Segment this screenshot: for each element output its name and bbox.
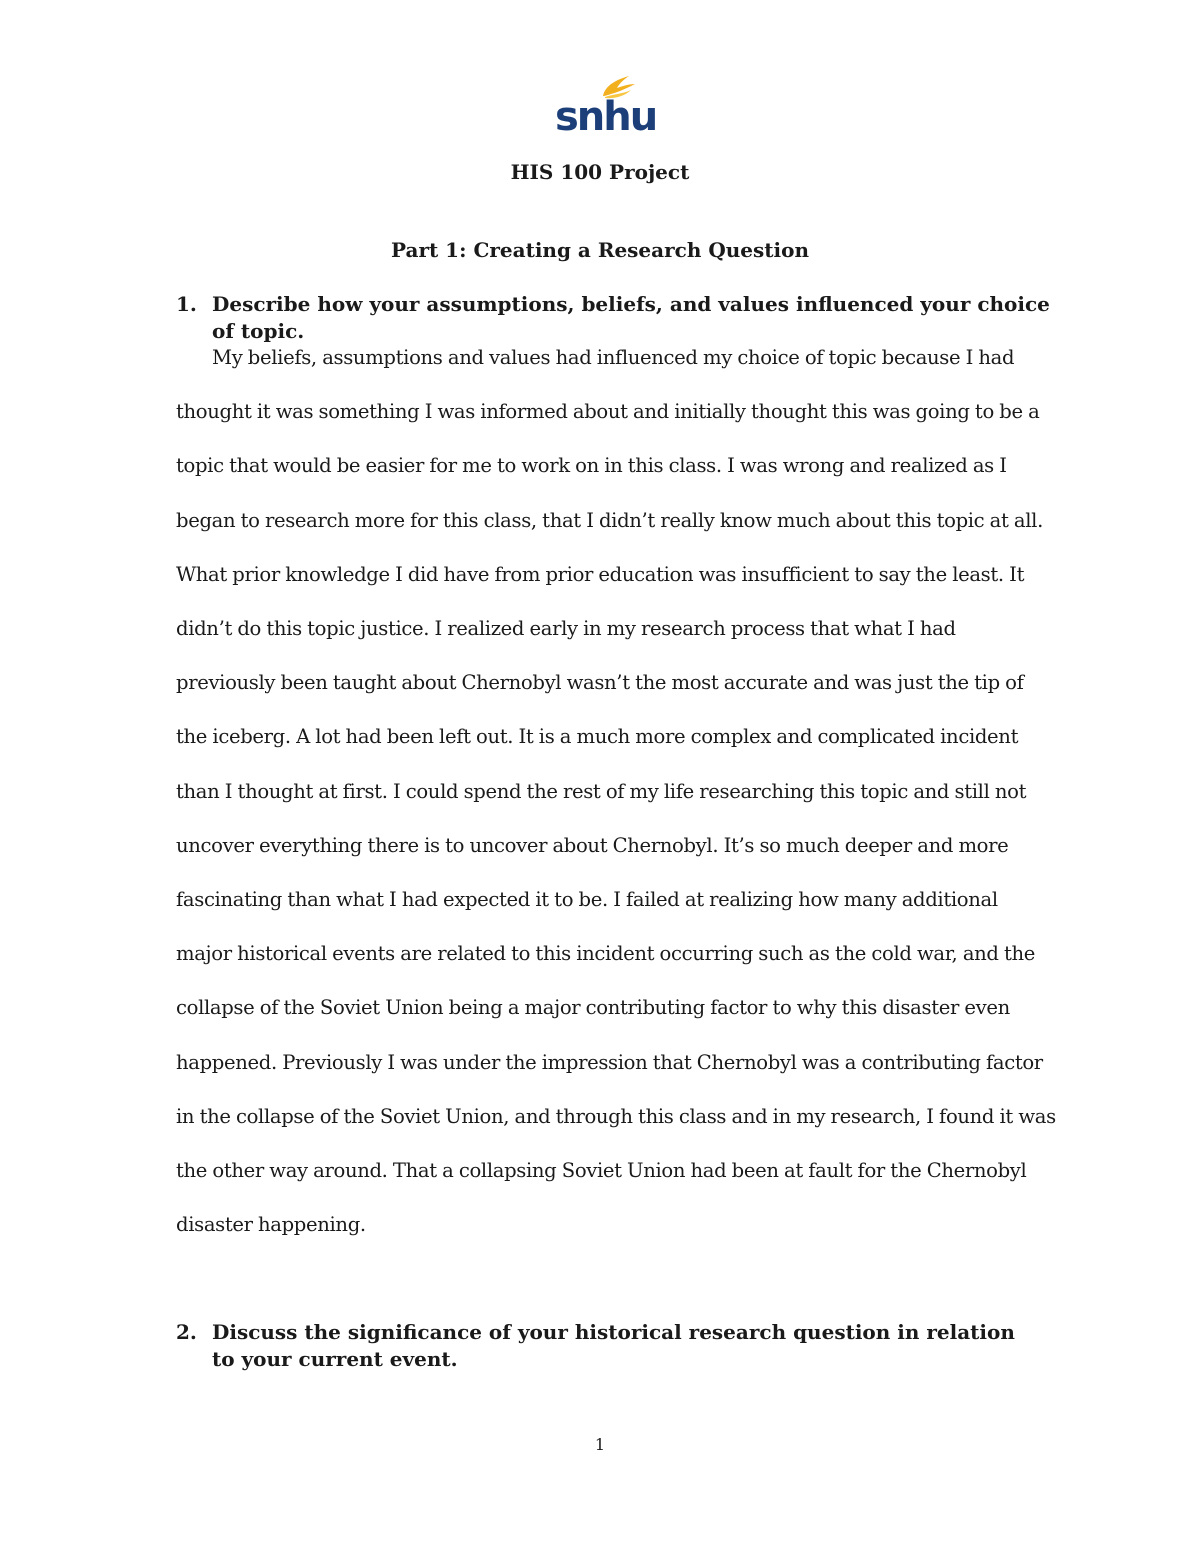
part-title: Part 1: Creating a Research Question <box>390 238 810 262</box>
question-text: Discuss the significance of your historical research question in relation to your current event. <box>212 1320 1015 1371</box>
snhu-logo <box>553 72 657 140</box>
svg-text:snhu: snhu <box>555 94 657 140</box>
flame-leaf-icon <box>553 72 657 140</box>
question-number: 2. <box>176 1320 197 1344</box>
page-number: 1 <box>594 1435 606 1454</box>
question-2 <box>176 1319 1036 1373</box>
question-number: 1. <box>176 292 197 316</box>
question-text: Describe how your assumptions, beliefs, and values influenced your choice of topic. <box>212 292 1050 343</box>
answer-paragraph: My beliefs, assumptions and values had influenced my choice of topic because I had thought it was something I was informed about and initially thought this was going to be a topic that would be easier for me to work on in this class. I was wrong and realized as I began to research more for this class, that I didn’t really know much about this topic at all. What prior knowledge I did have from prior education was insufficient to say the least. It didn’t do this topic justice. I realized early in my research process that what I had previously been taught about Chernobyl wasn’t the most accurate and was just the tip of the iceberg. A lot had been left out. It is a much more complex and complicated incident than I thought at first. I could spend the rest of my life researching this topic and still not uncover everything there is to uncover about Chernobyl. It’s so much deeper and more fascinating than what I had expected it to be. I failed at realizing how many additional major historical events are related to this incident occurring such as the cold war, and the collapse of the Soviet Union being a major contributing factor to why this disaster even happened. Previously I was under the impression that Chernobyl was a contributing factor in the collapse of the Soviet Union, and through this class and in my research, I found it was the other way around. That a collapsing Soviet Union had been at fault for the Chernobyl disaster happening. <box>176 346 1056 1237</box>
document-title: HIS 100 Project <box>510 160 690 184</box>
